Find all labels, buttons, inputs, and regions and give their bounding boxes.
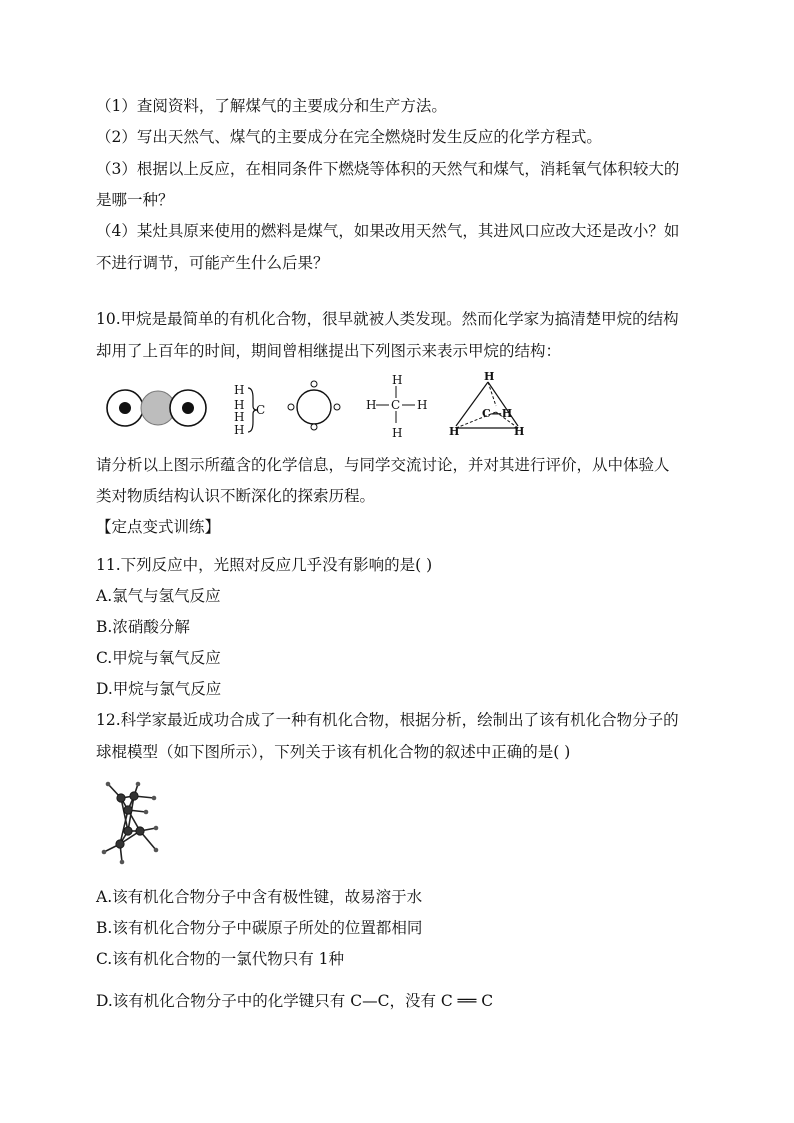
q11-option-a: A.氯气与氢气反应 xyxy=(96,587,221,605)
q11-stem: 11.下列反应中，光照对反应几乎没有影响的是( ) xyxy=(96,556,433,574)
svg-text:H: H xyxy=(449,425,460,438)
q12-option-a: A.该有机化合物分子中含有极性键，故易溶于水 xyxy=(96,888,423,906)
q12-option-b: B.该有机化合物分子中碳原子所处的位置都相同 xyxy=(96,919,423,937)
ball-and-stick-model xyxy=(94,776,174,868)
q9-sub-3-line2: 是哪一种？ xyxy=(96,191,174,209)
fig-b-brace-model xyxy=(234,383,265,437)
q11-option-c: C.甲烷与氧气反应 xyxy=(96,649,221,667)
q9-sub-3-line1: （3）根据以上反应，在相同条件下燃烧等体积的天然气和煤气，消耗氧气体积较大的 xyxy=(96,160,680,178)
fig-e-tetrahedron-model xyxy=(449,370,524,438)
svg-text:H: H xyxy=(234,410,245,424)
q10-after-line1: 请分析以上图示所蕴含的化学信息，与同学交流讨论，并对其进行评价，从中体验人 xyxy=(96,456,670,474)
q12-stem-line1: 12.科学家最近成功合成了一种有机化合物，根据分析，绘制出了该有机化合物分子的 xyxy=(96,711,679,729)
q9-sub-2: （2）写出天然气、煤气的主要成分在完全燃烧时发生反应的化学方程式。 xyxy=(96,128,602,146)
q11-option-b: B.浓硝酸分解 xyxy=(96,618,190,636)
svg-text:C—H: C—H xyxy=(482,407,513,420)
q10-stem-line1: 10.甲烷是最简单的有机化合物，很早就被人类发现。然而化学家为搞清楚甲烷的结构 xyxy=(96,310,679,328)
svg-text:H: H xyxy=(366,398,377,412)
q9-sub-4-line2: 不进行调节，可能产生什么后果？ xyxy=(96,254,329,272)
q10-after-line2: 类对物质结构认识不断深化的探索历程。 xyxy=(96,487,376,505)
fig-d-structural-formula xyxy=(366,373,427,440)
svg-text:H: H xyxy=(484,370,495,383)
methane-structure-figures xyxy=(100,364,540,444)
q9-sub-1: （1）查阅资料，了解煤气的主要成分和生产方法。 xyxy=(96,97,447,115)
q9-sub-4-line1: （4）某灶具原来使用的燃料是煤气，如果改用天然气，其进风口应改大还是改小？如 xyxy=(96,222,680,240)
svg-text:C: C xyxy=(391,398,401,412)
svg-text:H: H xyxy=(417,398,428,412)
q12-option-c: C.该有机化合物的一氯代物只有 1种 xyxy=(96,950,345,968)
q11-option-d: D.甲烷与氯气反应 xyxy=(96,680,222,698)
q12-option-d: D.该有机化合物分子中的化学键只有 C—C，没有 C ══ C xyxy=(96,992,494,1010)
svg-text:H: H xyxy=(234,383,245,397)
fig-c-ring-model xyxy=(288,381,340,430)
fig-a-circle-model xyxy=(107,390,206,426)
q12-stem-line2: 球棍模型（如下图所示），下列关于该有机化合物的叙述中正确的是( ) xyxy=(96,743,571,761)
svg-text:C: C xyxy=(256,403,266,417)
q10-stem-line2: 却用了上百年的时间，期间曾相继提出下列图示来表示甲烷的结构： xyxy=(96,342,562,360)
svg-text:H: H xyxy=(514,425,525,438)
section-title: 【定点变式训练】 xyxy=(96,518,221,536)
svg-text:H: H xyxy=(392,373,403,387)
svg-text:H: H xyxy=(234,423,245,437)
svg-text:H: H xyxy=(234,398,245,412)
svg-text:H: H xyxy=(392,426,403,440)
